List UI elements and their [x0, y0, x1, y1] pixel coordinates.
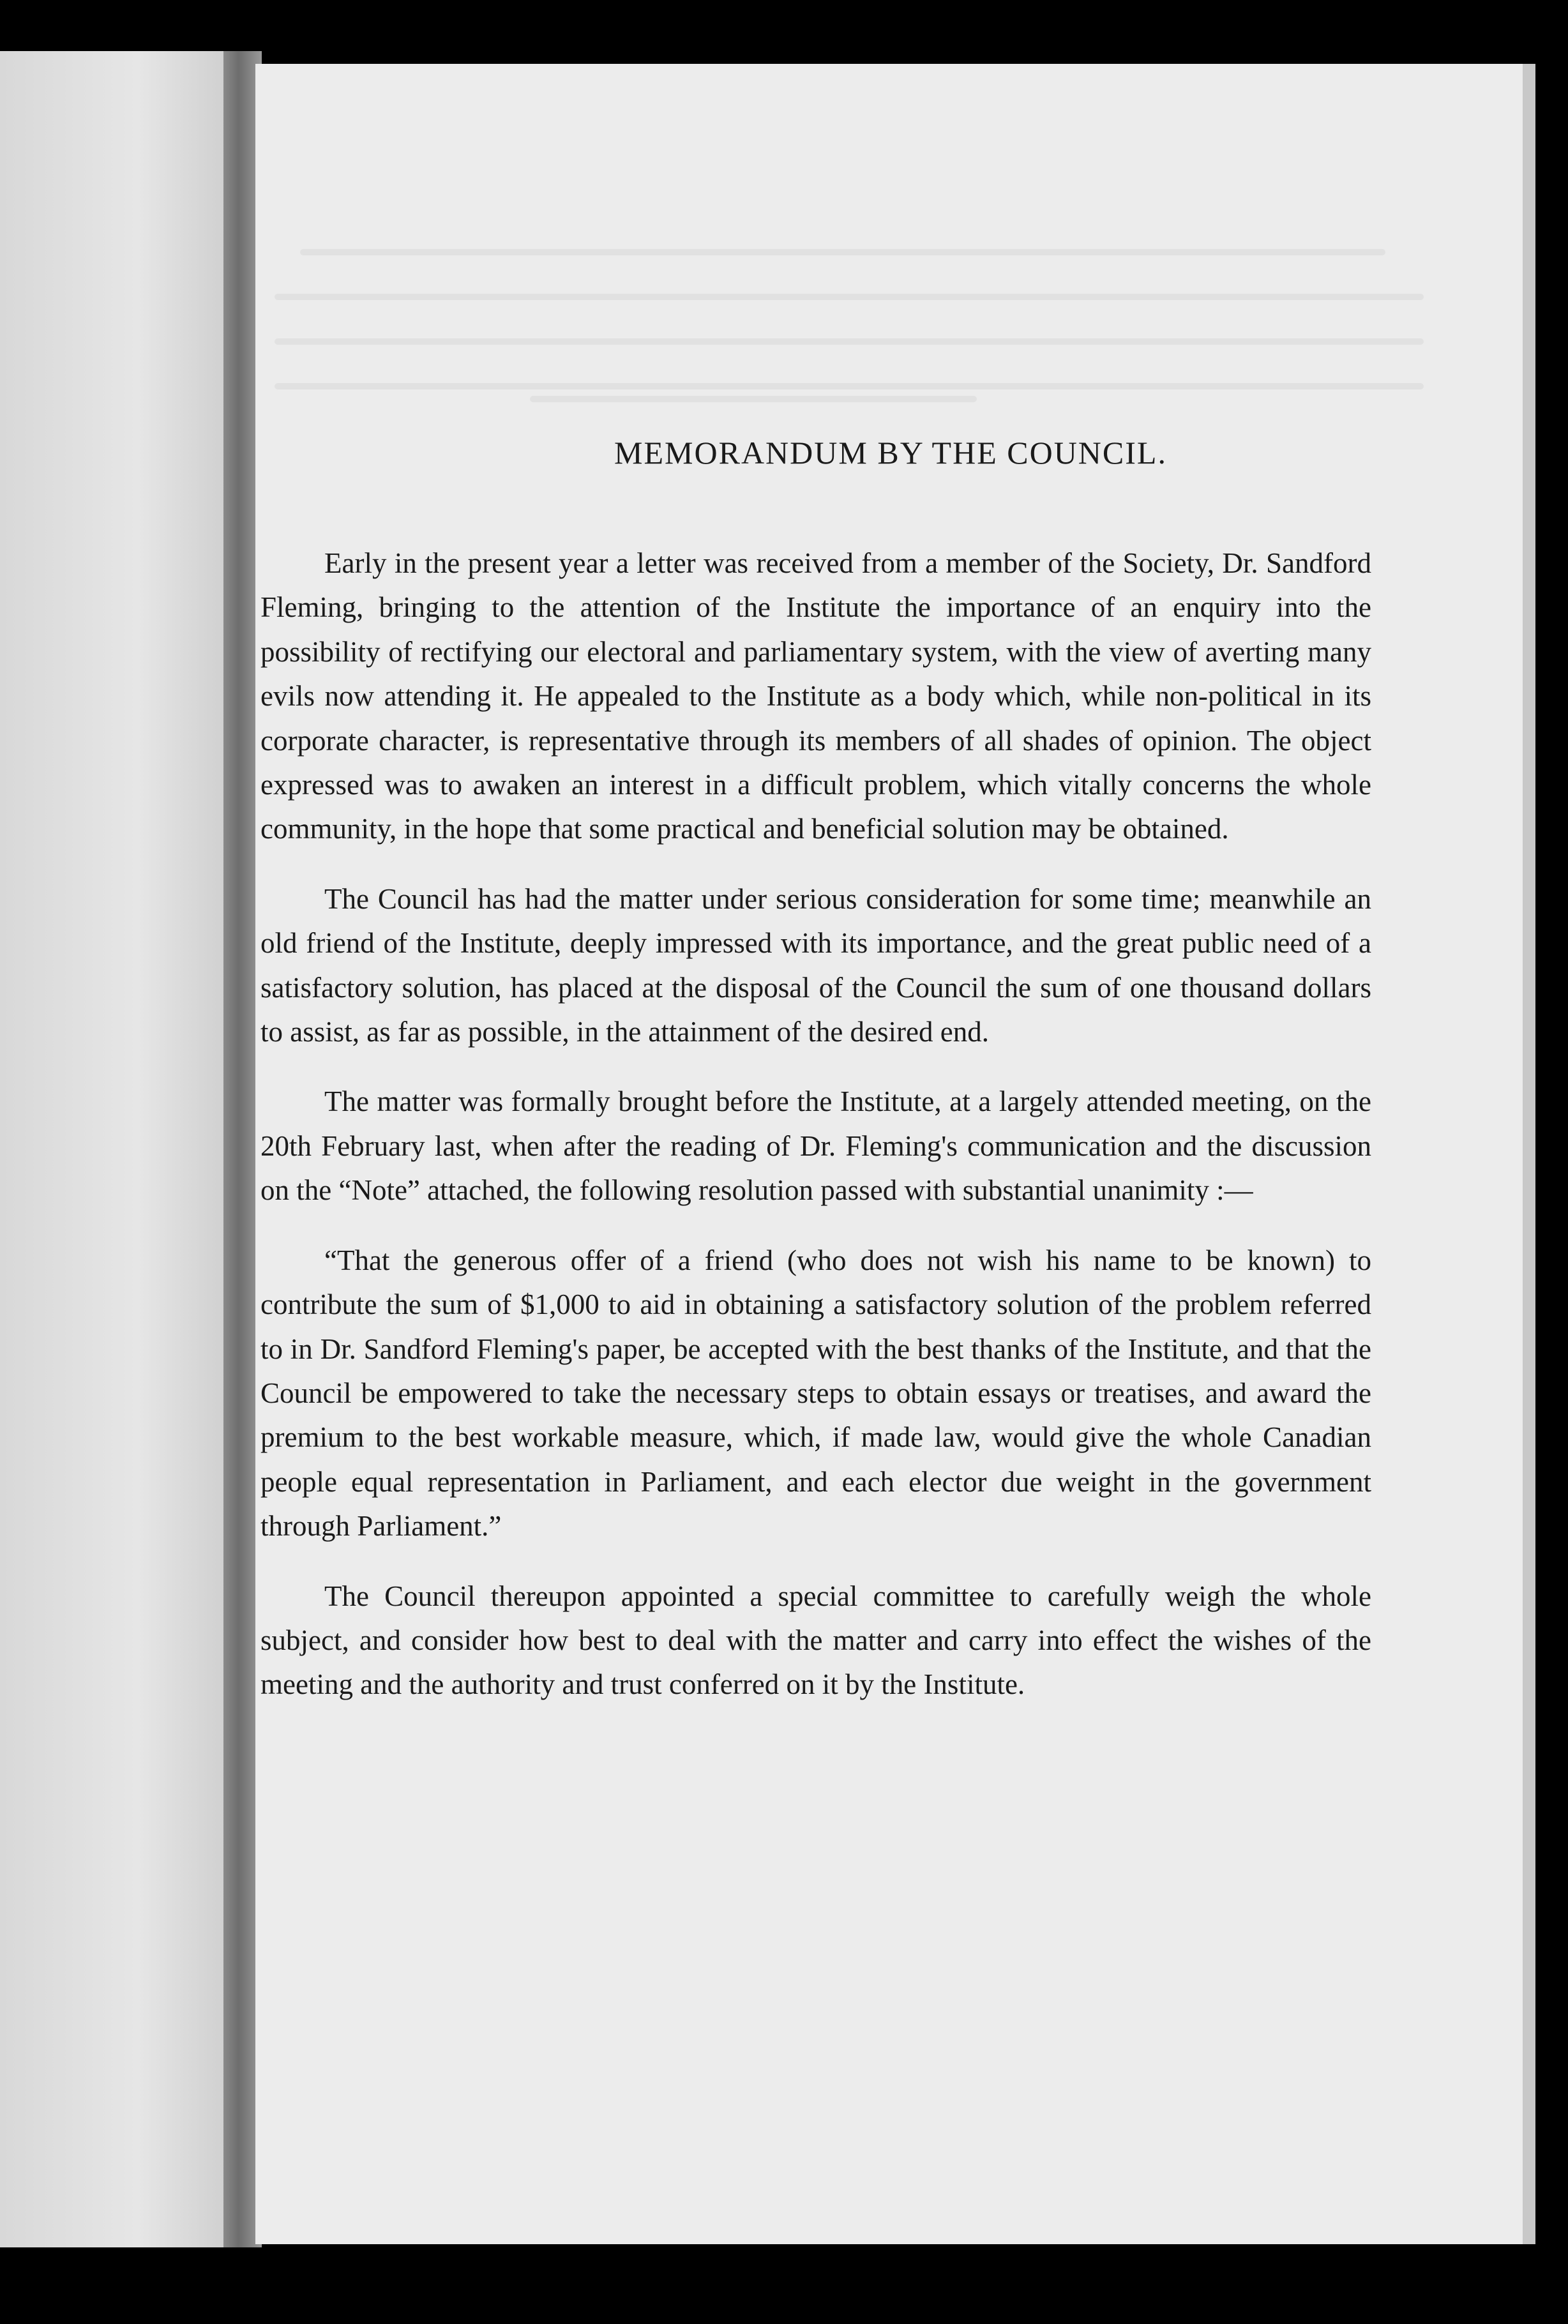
document-body — [260, 541, 1371, 1733]
bleed-through-line — [275, 338, 1424, 345]
right-page-edge — [1523, 64, 1535, 2244]
paragraph: The Council thereupon appointed a special committee to carefully weigh the whole subject, and consider how best to deal with the matter and carry into effect the wishes of the meeting and the authority and trust conferred on it by the Institute. — [260, 1580, 1371, 1701]
resolution-quote: “That the generous offer of a friend (who does not wish his name to be known) to contribute the sum of $1,000 to aid in obtaining a satisfactory solution of the problem referred to in Dr. Sandford Fleming's paper, be accepted with the best thanks of the Institute, and that the Council be empowered to take the necessary steps to obtain essays or treatises, and award the premium to the best workable measure, which, if made law, would give the whole Canadian people equal representation in Parliament, and each elector due weight in the government through Parliament.” — [260, 1244, 1371, 1543]
paragraph: Early in the present year a letter was received from a member of the Society, Dr. Sandford Fleming, bringing to the attention of the Institute the importance of an enquiry into the possibility of rectifying our electoral and parliamentary system, with the view of averting many evils now attending it. He appealed to the Institute as a body which, while non-political in its corporate character, is representative through its members of all shades of opinion. The object expressed was to awaken an interest in a difficult problem, which vitally concerns the whole community, in the hope that some practical and beneficial solution may be obtained. — [260, 547, 1371, 845]
bleed-through-line — [275, 383, 1424, 389]
bleed-through-line — [300, 249, 1385, 255]
paragraph: The matter was formally brought before the Institute, at a largely attended meeting, on the 20th February last, when after the reading of Dr. Fleming's communication and the discussion on the “Note” attached, the following resolution passed with substantial unanimity :— — [260, 1085, 1371, 1207]
paragraph: The Council has had the matter under serious consideration for some time; meanwhile an old friend of the Institute, deeply impressed with its importance, and the great public need of a satisfactory solution, has placed at the disposal of the Council the sum of one thousand dollars to assist, as far as possible, in the attainment of the desired end. — [260, 882, 1371, 1048]
bleed-through-line — [275, 294, 1424, 300]
document-title: MEMORANDUM BY THE COUNCIL. — [614, 435, 1167, 471]
bleed-through-line — [530, 396, 977, 402]
left-page-edge — [0, 51, 230, 2247]
